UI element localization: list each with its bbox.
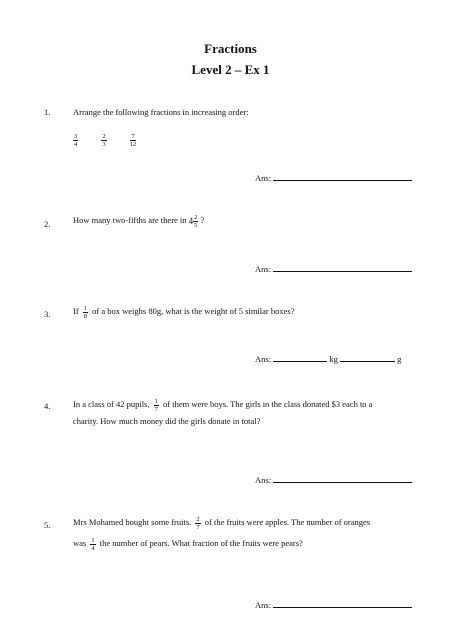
worksheet-title: Fractions [204, 41, 257, 56]
answer-blank[interactable] [273, 599, 412, 608]
inline-fraction: $\frac{1}{8}$ [83, 304, 88, 320]
question-3-text: If $\frac{1}{8}$ of a box weighs 80g, what is the weight of 5 similar boxes? [73, 304, 295, 320]
fraction-item: $\frac{3}{4}$ [74, 133, 78, 148]
inline-fraction: $\frac{1}{7}$ [154, 397, 158, 413]
worksheet-subtitle: Level 2 – Ex 1 [191, 62, 270, 77]
mixed-number-fraction: $\frac{2}{5}$ [194, 213, 198, 229]
mixed-number-whole: 4 [188, 216, 194, 227]
question-3-number: 3. [44, 309, 51, 319]
question-5-answer [255, 599, 412, 610]
inline-fraction: $\frac{2}{7}$ [196, 515, 200, 531]
answer-blank[interactable] [273, 263, 412, 272]
question-2-text: How many two-fifths are there in 4 $\frac{2}{5}$ ? [73, 213, 205, 229]
question-1-answer [255, 172, 412, 183]
question-4-number: 4. [44, 401, 51, 411]
inline-fraction: $\frac{1}{4}$ [91, 536, 95, 552]
answer-label: Ans: [255, 264, 272, 274]
answer-blank[interactable] [273, 172, 412, 181]
question-5-line-2: was $\frac{1}{4}$ the number of pears. What fraction of the fruits were pears? [73, 536, 303, 552]
fraction-item: $\frac{7}{12}$ [129, 133, 137, 148]
answer-blank-g[interactable] [340, 353, 395, 362]
answer-blank-kg[interactable] [273, 353, 327, 362]
question-4-answer [255, 474, 412, 485]
answer-label: Ans: [255, 173, 272, 183]
answer-blank[interactable] [273, 474, 412, 483]
question-2-number: 2. [44, 219, 51, 229]
question-5-line-1: Mrs Mohamed bought some fruits. $\frac{2}{7}$ of the fruits were apples. The number of oranges [73, 515, 371, 531]
unit-g: g [397, 354, 402, 364]
answer-label: Ans: [255, 475, 272, 485]
question-1-text: Arrange the following fractions in increasing order: [73, 107, 249, 117]
question-3-answer [255, 353, 401, 364]
fraction-item: $\frac{2}{3}$ [102, 133, 106, 148]
question-4-line-1: In a class of 42 pupils, $\frac{1}{7}$ of them were boys. The girls in the class donated $3 each to a [73, 397, 373, 413]
answer-label: Ans: [255, 354, 272, 364]
unit-kg: kg [329, 354, 338, 364]
question-4-line-2: charity. How much money did the girls donate in total? [73, 416, 261, 426]
answer-label: Ans: [255, 600, 272, 610]
question-1-number: 1. [44, 107, 51, 117]
question-2-answer [255, 263, 412, 274]
question-1-fraction-list [73, 133, 157, 148]
question-5-number: 5. [44, 520, 51, 530]
